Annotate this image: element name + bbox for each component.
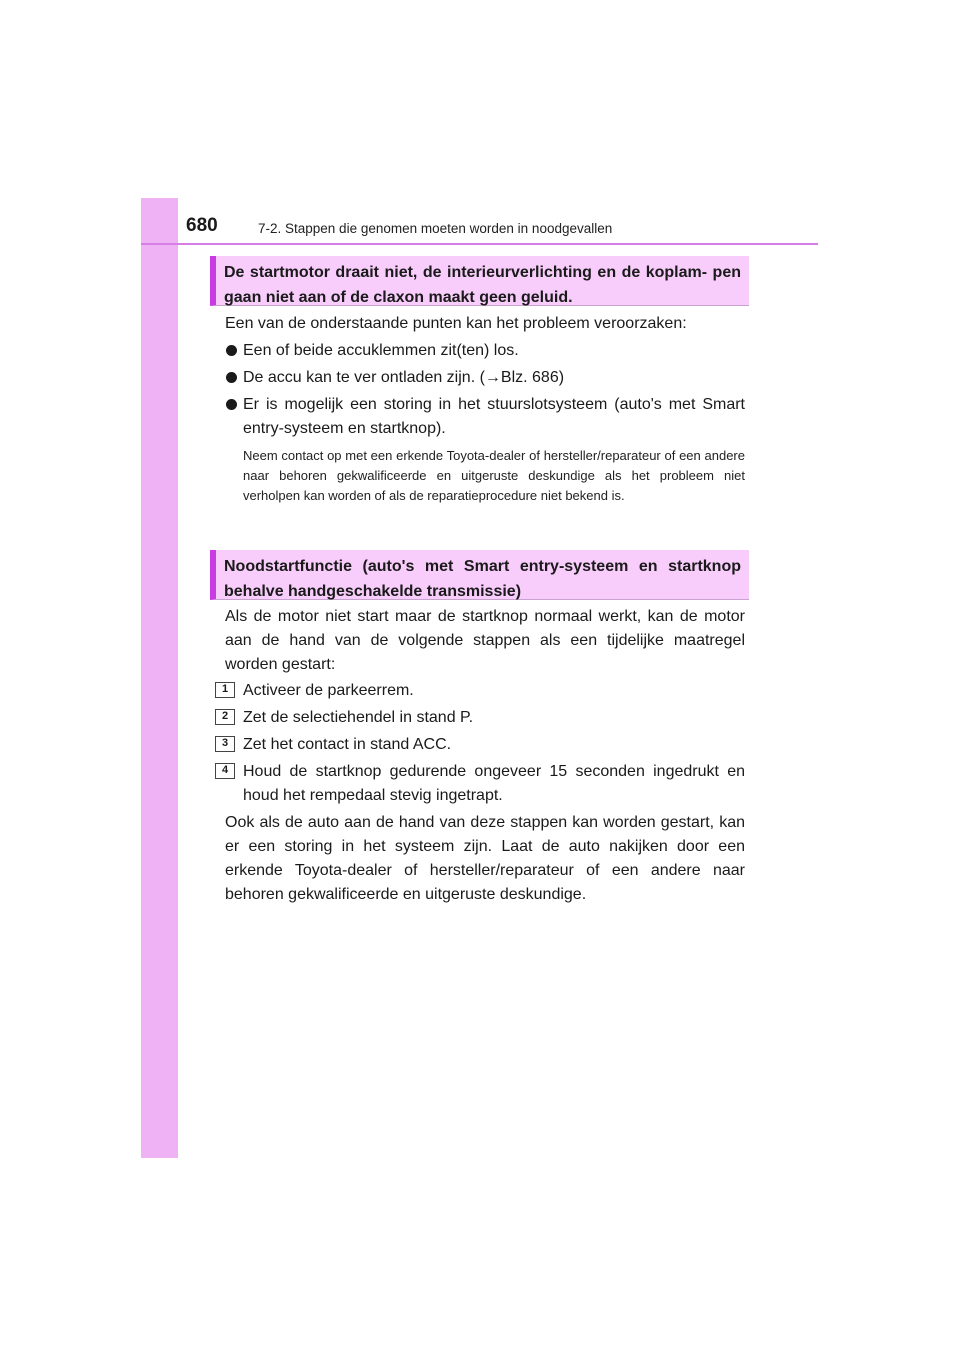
section1-title-box xyxy=(210,256,749,306)
step-number-badge: 3 xyxy=(215,736,235,752)
bullet-dot-icon xyxy=(225,393,239,417)
bullet-dot-icon xyxy=(225,366,239,390)
step-item xyxy=(215,679,745,703)
bullet-item xyxy=(225,366,745,390)
header-divider xyxy=(141,243,818,245)
step-item xyxy=(215,706,745,730)
step-number-badge: 4 xyxy=(215,763,235,779)
step-text: Activeer de parkeerrem. xyxy=(243,682,414,699)
step-item xyxy=(215,733,745,757)
section-heading: 7-2. Stappen die genomen moeten worden in noodgevallen xyxy=(258,221,613,236)
step-number-badge: 1 xyxy=(215,682,235,698)
step-text: Zet het contact in stand ACC. xyxy=(243,736,452,753)
page-number: 680 xyxy=(186,215,218,236)
section2-closing: Ook als de auto aan de hand van deze stappen kan worden gestart, kan er een storing in het systeem zijn. Laat de auto nakijken door een erkende Toyota-dealer of hersteller/reparateur of een andere naar behoren gekwalificeerde en uitgeruste deskundige. xyxy=(225,814,745,903)
bullet-text: De accu kan te ver ontladen zijn. (→Blz. 686) xyxy=(243,369,565,386)
bullet-text: Een of beide accuklemmen zit(ten) los. xyxy=(243,342,519,359)
step-number-badge: 2 xyxy=(215,709,235,725)
bullet-text: Er is mogelijk een storing in het stuurslotsysteem (auto's met Smart entry-systeem en startknop). xyxy=(243,396,745,437)
step-text: Zet de selectiehendel in stand P. xyxy=(243,709,474,726)
bullet-dot-icon xyxy=(225,339,239,363)
section1-intro: Een van de onderstaande punten kan het probleem veroorzaken: xyxy=(225,315,687,332)
section2-title-box xyxy=(210,550,749,600)
section1-title: De startmotor draait niet, de interieurverlichting en de koplam- pen gaan niet aan of de claxon maakt geen geluid. xyxy=(224,264,741,306)
step-item xyxy=(215,760,745,808)
section2-intro: Als de motor niet start maar de startknop normaal werkt, kan de motor aan de hand van de volgende stappen als een tijdelijke maatregel worden gestart: xyxy=(225,608,745,673)
step-text: Houd de startknop gedurende ongeveer 15 seconden ingedrukt en houd het rempedaal stevig ingetrapt. xyxy=(243,763,745,804)
chapter-sidebar-tab xyxy=(141,198,178,1158)
section2-title: Noodstartfunctie (auto's met Smart entry-systeem en startknop behalve handgeschakelde transmissie) xyxy=(224,558,741,600)
section1-note: Neem contact op met een erkende Toyota-dealer of hersteller/reparateur of een andere naar behoren gekwalificeerde en uitgeruste deskundige als het probleem niet verholpen kan worden of als de reparatieprocedure niet bekend is. xyxy=(243,448,745,503)
bullet-item xyxy=(225,339,745,363)
bullet-item xyxy=(225,393,745,441)
